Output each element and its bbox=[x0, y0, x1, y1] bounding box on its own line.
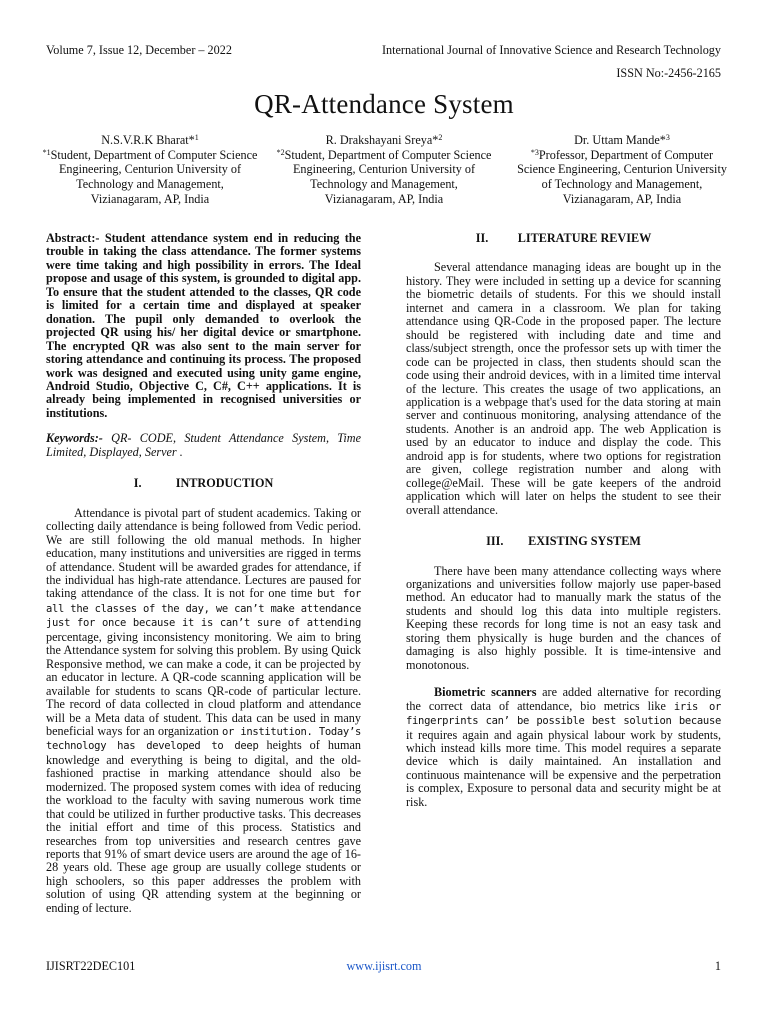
author-1-name: N.S.V.R.K Bharat* bbox=[101, 133, 195, 147]
issn-number: ISSN No:-2456-2165 bbox=[616, 66, 721, 80]
keywords bbox=[46, 432, 361, 459]
author-2-name: R. Drakshayani Sreya* bbox=[325, 133, 439, 147]
author-3-name: Dr. Uttam Mande* bbox=[574, 133, 666, 147]
author-2-affiliation: Student, Department of Computer Science Engineering, Centurion University of Technology and Management, Vizianagaram, AP, India bbox=[284, 147, 492, 206]
footer-page-number: 1 bbox=[714, 959, 721, 973]
author-1: N.S.V.R.K Bharat*$^1$ $^{*1}$Student, Department of Computer Science Engineering, Centurion University of Technology and Management, Vizianagaram, AP, India bbox=[42, 133, 258, 206]
introduction-paragraph: Attendance is pivotal part of student academics. Taking or collecting daily attendance is being followed from Vedic period. We are still following the old manual methods. In higher education, many institutions and universities are rigged in terms of attendance. Student will be awarded grades for attendance, if the individual has high-rate attendance. Lectures are paused for taking attendance of the class. It is not for one time but for all the classes of the day, we can’t make attendance just for once because it is can’t sure of attending percentage, giving inconsistency monitoring. We aim to bring the Attendance system for solving this problem. By using Quick Responsive method, we can make a code, it can be projected by an educator in lecture. A QR-code scanning application will be available for students to scans QR-code of particular lecture. The record of data collected in cloud platform and attendance will be a Meta data of student. This data can be used in many beneficial ways for an organization or institution. Today’s technology has developed to deep heights of human knowledge and everything is being to digital, and the old-fashioned practise in marking attendance should also be modernized. The proposed system comes with idea of reducing the workload to the faculty with saving numerous work time that could be utilized in further productive tasks. This decreases the initial effort and time of this process. Statistics and researches from top universities and research centres gave reports that 91% of smart device users are around the age of 16-28 years old. These age group are usually college students or high schoolers, so this paper addresses the problem with solution of using QR attending system at the beginning or ending of lecture. bbox=[46, 505, 362, 915]
keywords-text: QR- CODE, Student Attendance System, Time Limited, Displayed, Server . bbox=[46, 431, 361, 459]
author-3-affiliation: Professor, Department of Computer Science Engineering, Centurion University of Technology and Management, Vizianagaram, AP, India bbox=[517, 147, 727, 206]
journal-volume: Volume 7, Issue 12, December – 2022 bbox=[46, 43, 232, 57]
keywords-label: Keywords:- bbox=[46, 431, 103, 446]
section-heading-introduction: I. INTRODUCTION bbox=[133, 476, 274, 491]
author-1-affiliation: Student, Department of Computer Science Engineering, Centurion University of Technology and Management, Vizianagaram, AP, India bbox=[50, 147, 258, 206]
literature-paragraph: Several attendance managing ideas are bought up in the history. They were included in setting up a device for scanning the biometric details of students. For this we should install internet and camera in a classroom. We plan for taking attendance using QR-Code in the proposed paper. The lecture should be registered with including date and time and class/subject strength, once the professor sets up with timer the code can be projected in class, then students should scan the code using their android devices, with in a limited time interval of the lecture. This creates the usage of two applications, an application is a webpage that's used for the data storing at main server and continuous monitoring, analysing attendance of the students. Another is an android app. The web Application is used by an educator to induce and display the code. This android app is for students, where two options for registration are given, college registration number and along with college@eMail. These will be gate keepers of the android application which will later on helps the student to see their overall attendance. bbox=[406, 260, 721, 517]
footer-website-link[interactable]: www.ijisrt.com bbox=[346, 959, 422, 973]
existing-system-paragraph-2: Biometric scanners are added alternative for recording the correct data of attendance, bio metrics like iris or fingerprints can’ be possible best solution because it requires again and again physical labour work by students, which instead kills more time. This model requires a separate device which is daily maintained. An installation and continuous maintenance will be expensive and the perpetration is complex, Exposure to personal data and security might be at risk. bbox=[406, 685, 721, 809]
paper-title: QR-Attendance System bbox=[254, 89, 514, 119]
footer-paper-id: IJISRT22DEC101 bbox=[46, 959, 136, 973]
journal-name: International Journal of Innovative Science and Research Technology bbox=[381, 43, 721, 57]
abstract: Abstract:- Student attendance system end in reducing the trouble in taking the class attendance. The former systems were time taking and high possibility in errors. The Ideal propose and usage of this system, is grounded to digital app. To ensure that the student attended to the classes, QR code is limited for a certain time and displayed at speaker donation. The pupil only demanded to overlook the projected QR using his/ her digital device or smartphone. The encrypted QR was also sent to the main server for storing attendance and continuing its process. The proposed work was designed and executed using unity game engine, Android Studio, Objective C, C#, C++ applications. It is already being implemented in recognised universities or institutions. bbox=[46, 231, 361, 420]
left-column bbox=[46, 232, 361, 915]
section-heading-existing-system: III. EXISTING SYSTEM bbox=[486, 534, 641, 549]
section-heading-literature-review: II. LITERATURE REVIEW bbox=[475, 231, 652, 245]
existing-system-paragraph-1: There have been many attendance collecting ways where organizations and universities follow majorly use paper-based method. An educator had to manually mark the status of the students and should log this data into multiple registers. Keeping these records for long time is not an easy task and storing them physically is huge burden and the chances of damaging is also highly possible. It is time-intensive and monotonous. bbox=[406, 563, 721, 672]
author-2: R. Drakshayani Sreya*$^2$ $^{*2}$Student, Department of Computer Science Engineering, Centurion University of Technology and Management, Vizianagaram, AP, India bbox=[276, 133, 492, 206]
author-3: Dr. Uttam Mande*$^3$ $^{*3}$Professor, Department of Computer Science Engineering, Centurion University of Technology and Management, Vizianagaram, AP, India bbox=[517, 133, 727, 206]
right-column bbox=[406, 232, 721, 809]
